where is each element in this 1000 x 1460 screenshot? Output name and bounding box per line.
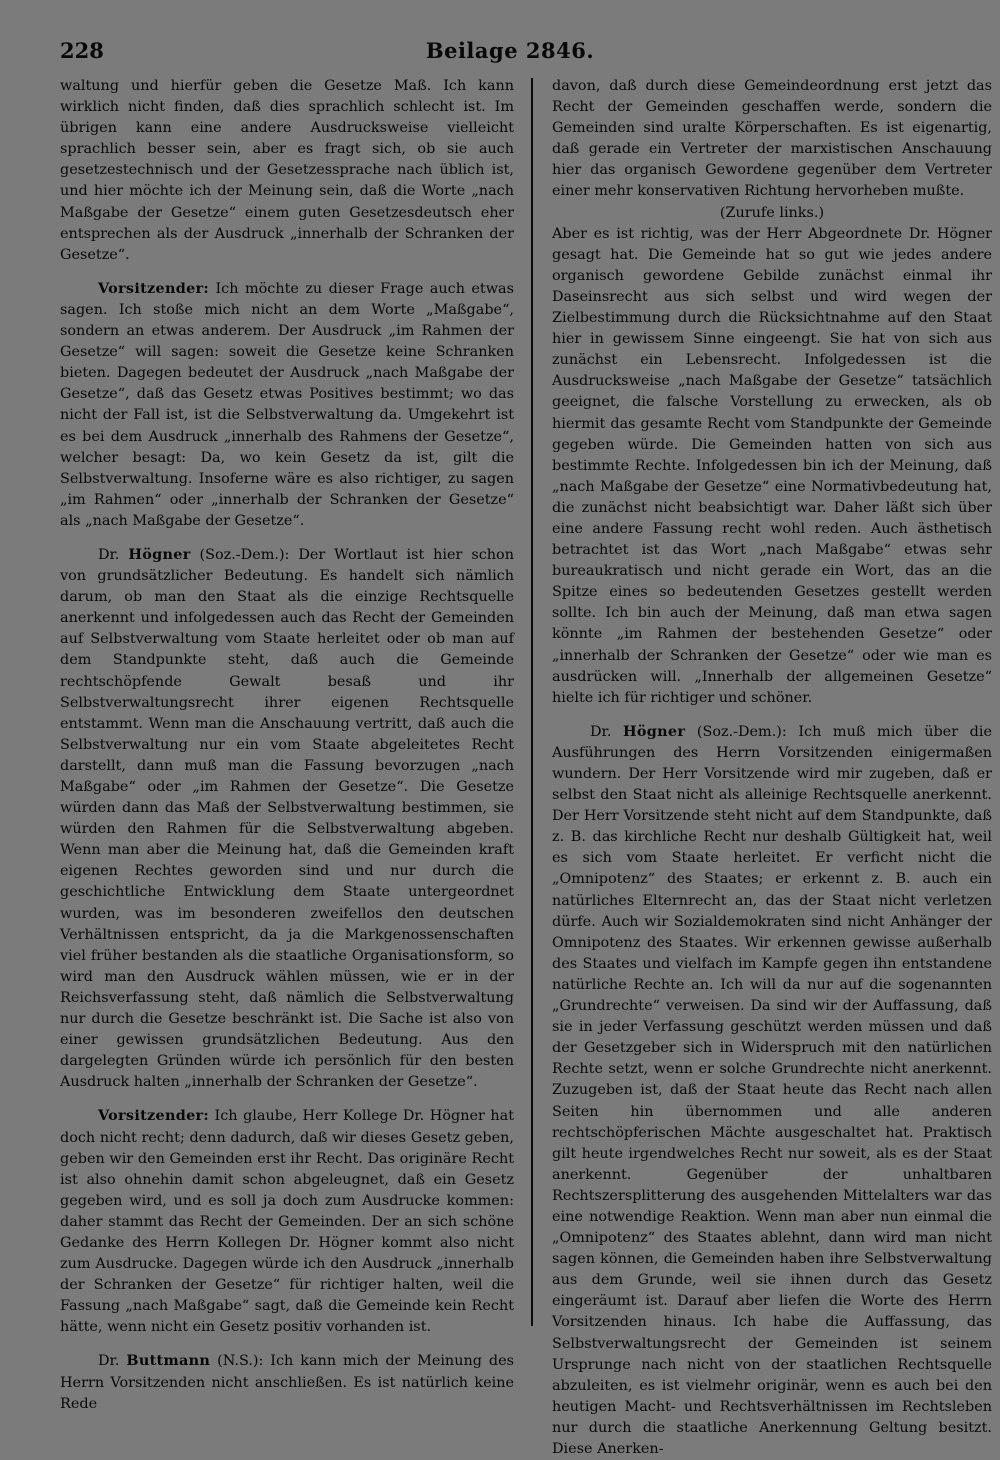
speech-text: Der Wortlaut ist hier schon von grundsätzlicher Bedeutung. Es handelt sich nämlich darum, ob man den Staat als die einzige Rechtsquelle anerkennt und infolgedessen auch das Recht der Gemeinden auf Selbstverwaltung vom Staate herleitet oder ob man auf dem Standpunkte steht, daß auch die Gemeinde rechtschöpfende Gewalt besaß und ihr Selbstverwaltungsrecht ihrer eigenen Rechtsquelle entstammt. Wenn man die Anschauung vertritt, daß auch die Selbstverwaltung nur ein vom Staate abgeleitetes Recht darstellt, dann muß man die Fassung bevorzugen „nach Maßgabe“ oder „im Rahmen der Gesetze“. Die Gesetze würden dann das Maß der Selbstverwaltung bestimmen, sie würden den Rahmen für die Selbstverwaltung abgeben. Wenn man aber die Meinung hat, daß die Gemeinden kraft eigenen Rechtes geworden sind und nur durch die geschichtliche Entwicklung dem Staate untergeordnet wurden, was im besonderen zweifellos den deutschen Verhältnissen entspricht, da ja die Markgenossenschaften viel früher bestanden als die staatliche Organisationsform, so wird man den Ausdruck wählen müssen, wie er in der Reichsverfassung steht, daß nämlich die Selbstverwaltung nur durch die Gesetze beschränkt ist. Die Sache ist also von einer gewissen grundsätzlichen Bedeutung. Aus den dargelegten Gründen würde ich persönlich für den besten Ausdruck halten „innerhalb der Schranken der Gesetze“. xyxy=(60,546,514,1091)
speaker-party: (Soz.-Dem.): xyxy=(190,546,290,563)
left-column xyxy=(60,76,514,1415)
speaker-title: Dr. xyxy=(98,1353,127,1370)
speech-text: Ich möchte zu dieser Frage auch etwas sagen. Ich stoße mich nicht an dem Worte „Maßgabe“, sondern an etwas anderem. Der Ausdruck „im Rahmen der Gesetze“ will sagen: soweit die Gesetze keine Schranken bieten. Dagegen bedeutet der Ausdruck „nach Maßgabe der Gesetze“, daß das Gesetz etwas Positives bestimmt; wo das nicht der Fall ist, ist die Selbstverwaltung da. Umgekehrt ist es bei dem Ausdruck „innerhalb des Rahmens der Gesetze“, welcher besagt: Da, wo kein Gesetz da ist, gilt die Selbstverwaltung. Insoferne wäre es also richtiger, zu sagen „im Rahmen“ oder „innerhalb der Schranken der Gesetze“ als „nach Maßgabe der Gesetze“. xyxy=(60,280,514,529)
paragraph: waltung und hierfür geben die Gesetze Maß. Ich kann wirklich nicht finden, daß dies sprachlich schlecht ist. Im übrigen kann eine andere Ausdrucksweise vielleicht sprachlich besser sein, aber es fragt sich, ob sie auch gesetzestechnisch und der Gesetzessprache nach üblich ist, und hier möchte ich der Meinung sein, daß die Worte „nach Maßgabe der Gesetze“ einem guten Gesetzesdeutsch eher entsprechen als der Ausdruck „innerhalb der Schranken der Gesetze“. xyxy=(60,78,514,263)
speaker-party: (Soz.-Dem.): xyxy=(685,723,787,740)
speaker-name: Högner xyxy=(623,722,686,740)
paragraph-hoegner xyxy=(60,544,514,1093)
speaker-party: (N.S.): xyxy=(210,1353,264,1370)
paragraph-hoegner xyxy=(552,721,992,1460)
speech-text: Ich muß mich über die Ausführungen des Herrn Vorsitzenden einigermaßen wundern. Der Herr Vorsitzende wird mir zugeben, daß er selbst den Staat nicht als alleinige Rechtsquelle anerkennt. Der Herr Vorsitzende steht nicht auf dem Standpunkte, daß z. B. das kirchliche Recht nur deshalb Gültigkeit hat, weil es sich vom Staate herleitet. Er verficht nicht die „Omnipotenz“ des Staates; er erkennt z. B. auch ein natürliches Elternrecht an, das der Staat nicht verletzen dürfe. Auch wir Sozialdemokraten sind nicht Anhänger der Omnipotenz des Staates. Wir erkennen gewisse außerhalb des Staates und vielfach im Kampfe gegen ihn entstandene natürliche Rechte an. Ich will da nur auf die sogenannten „Grundrechte“ verweisen. Da sind wir der Auffassung, daß sie in jeder Verfassung geschützt werden müssen und daß der Gesetzgeber sich in Widerspruch mit den natürlichen Rechte setzt, wenn er solche Grundrechte nicht anerkennt. Zuzugeben ist, daß der Staat heute das Recht nach allen Seiten hin übernommen und alle anderen rechtschöpferischen Mächte ausgeschaltet hat. Praktisch gilt heute irgendwelches Recht nur soweit, als es der Staat anerkennt. Gegenüber der unhaltbaren Rechtszersplitterung des ausgehenden Mittelalters war das eine notwendige Reaktion. Wenn man aber nun einmal die „Omnipotenz“ des Staates ablehnt, dann wird man nicht sagen können, die Gemeinden haben ihre Selbstverwaltung aus dem Grunde, weil sie ihnen durch das Gesetz eingeräumt ist. Darauf aber liefen die Worte des Herrn Vorsitzenden hinaus. Ich habe die Auffassung, das Selbstverwaltungsrecht der Gemeinden ist seinem Ursprunge nach nicht von der staatlichen Rechtsquelle abzuleiten, es ist vielmehr originär, wenn es auch bei den heutigen Macht- und Rechtsverhältnissen im Rechtsleben nur durch die staatliche Anerkennung Geltung besitzt. Diese Anerken- xyxy=(552,723,992,1457)
interjection: (Zurufe links.) xyxy=(719,204,825,221)
speaker-name: Vorsitzender: xyxy=(98,279,210,297)
right-column xyxy=(552,76,992,1460)
speaker-name: Högner xyxy=(128,545,191,563)
paragraph: davon, daß durch diese Gemeindeordnung erst jetzt das Recht der Gemeinden geschaffen werde, sondern die Gemeinden sind uralte Körperschaften. Es ist eigenartig, daß gerade ein Vertreter der marxistischen Anschauung hier das organisch Gewordene gegenüber dem Vertreter einer mehr konservativen Richtung hervorheben mußte. xyxy=(552,78,992,200)
speaker-title: Dr. xyxy=(590,723,623,740)
speaker-name: Vorsitzender: xyxy=(98,1107,210,1125)
page-title: Beilage 2846. xyxy=(425,38,595,63)
paragraph: Aber es ist richtig, was der Herr Abgeordnete Dr. Högner gesagt hat. Die Gemeinde hat so gut wie jedes andere organisch gewordene Gebilde zunächst einmal ihr Daseinsrecht aus sich selbst und wird wegen der Zielbestimmung durch die Rücksichtnahme auf den Staat hier in gewissem Sinne eingeengt. Sie hat von sich aus zunächst ein Lebensrecht. Infolgedessen ist die Ausdrucksweise „nach Maßgabe der Gesetze“ tatsächlich geeignet, die falsche Vorstellung zu erwecken, als ob hiermit das gesamte Recht vom Standpunkte der Gemeinde gegeben würde. Die Gemeinden hatten von sich aus bestimmte Rechte. Infolgedessen bin ich der Meinung, daß „nach Maßgabe der Gesetze“ eine Normativbedeutung hat, die zunächst nicht beabsichtigt war. Daher läßt sich über eine andere Fassung recht wohl reden. Auch ästhetisch betrachtet ist das Wort „nach Maßgabe“ etwas sehr bureaukratisch und nicht gerade ein Wort, das an die Spitze eines so bedeutenden Gesetzes gestellt werden sollte. Ich bin auch der Meinung, daß man etwa sagen könnte „im Rahmen der bestehenden Gesetze“ oder „innerhalb der Schranken der Gesetze“ oder wie man es ausdrücken will. „Innerhalb der allgemeinen Gesetze“ hielte ich für richtiger und schöner. xyxy=(552,225,992,706)
speech-text: Ich kann mich der Meinung des Herrn Vorsitzenden nicht anschließen. Es ist natürlich keine Rede xyxy=(60,1353,515,1412)
speaker-name: Buttmann xyxy=(126,1352,211,1370)
column-divider xyxy=(531,78,533,1326)
speaker-title: Dr. xyxy=(98,546,129,563)
speech-text: Ich glaube, Herr Kollege Dr. Högner hat doch nicht recht; denn dadurch, daß wir dieses Gesetz geben, geben wir den Gemeinden erst ihr Recht. Das originäre Recht ist also ohnehin damit schon abgeleugnet, daß ein Gesetz gegeben wird, und es soll ja doch zum Ausdrucke kommen: daher stammt das Recht der Gemeinden. Der an sich schöne Gedanke des Herrn Kollegen Dr. Högner kommt also nicht zum Ausdrucke. Dagegen würde ich den Ausdruck „innerhalb der Schranken der Gesetze“ für richtiger halten, weil die Fassung „nach Maßgabe“ sagt, daß die Gemeinde kein Recht hätte, wenn nicht ein Gesetz positiv vorhanden ist. xyxy=(60,1108,514,1336)
paragraph-vorsitzender xyxy=(60,1105,514,1338)
paragraph-buttmann xyxy=(60,1350,514,1414)
paragraph-vorsitzender xyxy=(60,278,514,532)
page-number: 228 xyxy=(60,38,104,63)
page-header xyxy=(60,38,960,68)
